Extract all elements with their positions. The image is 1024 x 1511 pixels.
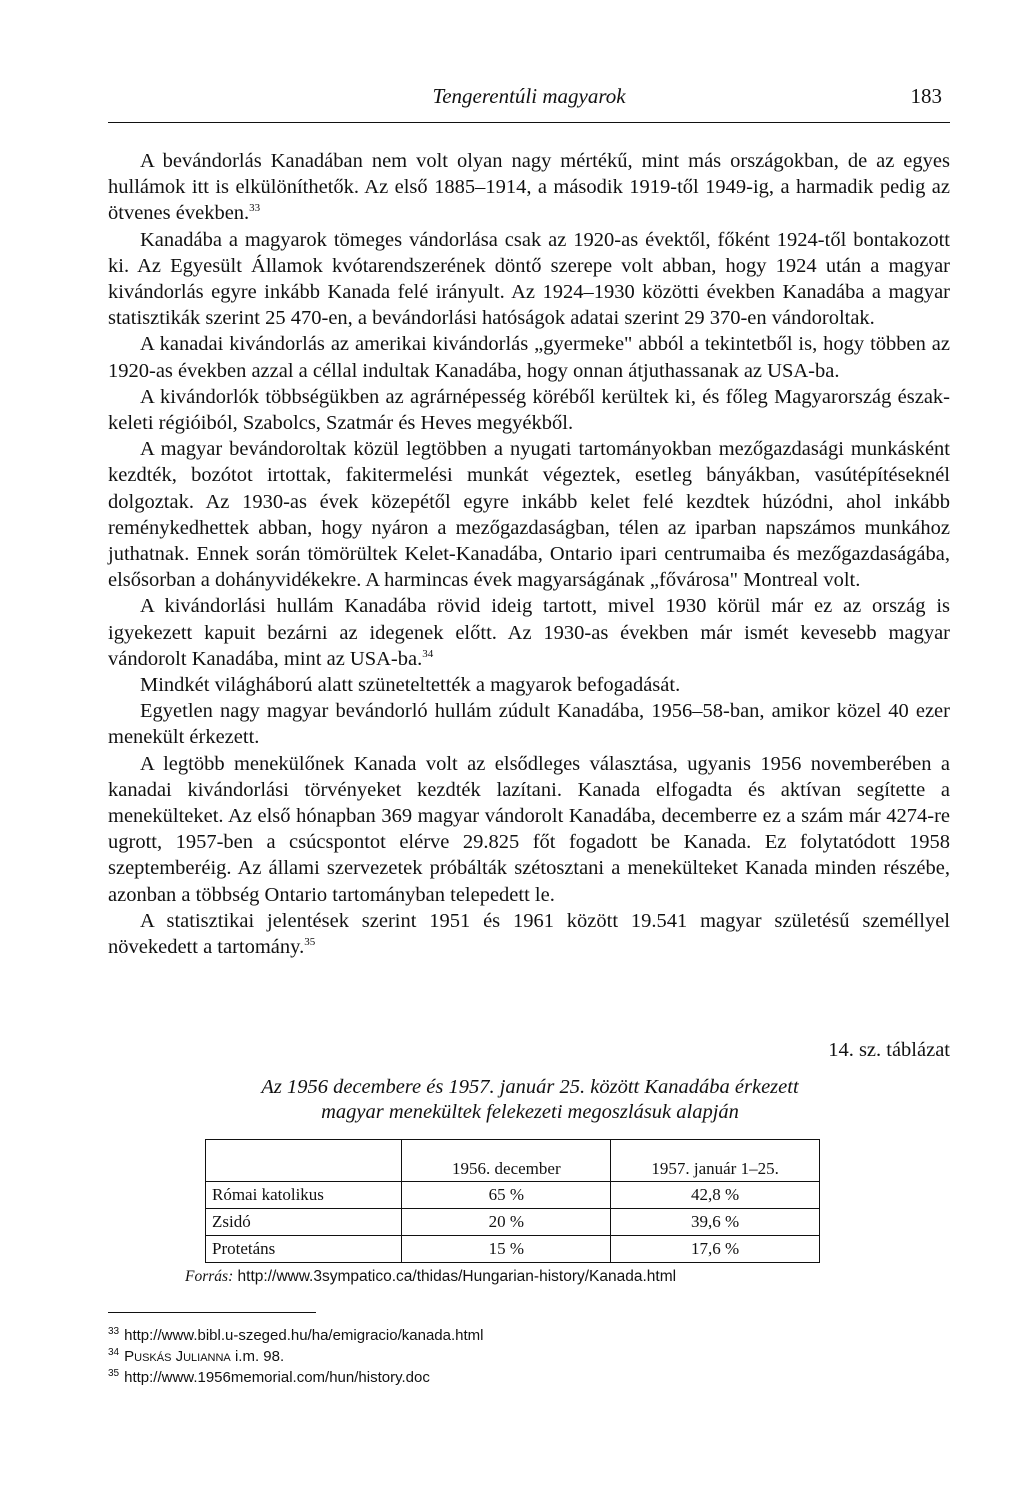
footnote-mark: 35 <box>108 1368 120 1379</box>
running-header <box>108 78 950 123</box>
footnote-ref: 33 <box>249 202 261 215</box>
footnotes <box>108 1325 484 1388</box>
footnote-text: i.m. 98. <box>234 1348 285 1365</box>
source-label: Forrás: <box>185 1268 234 1285</box>
table-source <box>185 1268 676 1286</box>
cell-jan-1957: 39,6 % <box>611 1209 820 1236</box>
table-header-cell: 1957. január 1–25. <box>611 1140 820 1182</box>
table-row <box>206 1236 820 1263</box>
cell-jan-1957: 17,6 % <box>611 1236 820 1263</box>
paragraph: A kivándorlási hullám Kanadába rövid ideig tartott, mivel 1930 körül már ez az ország is igyekezett kapuit bezárni az idegenek előtt. Az 1930-as években már ismét kevesebb magyar vándorolt Kanadába, mint az USA-ba.$^{34}$ <box>108 595 950 670</box>
body-text <box>108 148 950 960</box>
footnote-author: Puskás Julianna <box>124 1348 231 1365</box>
table-header-cell <box>206 1140 402 1182</box>
footnote <box>108 1346 484 1367</box>
page-number: 183 <box>910 84 942 108</box>
paragraph: A statisztikai jelentések szerint 1951 és 1961 között 19.541 magyar születésű személlyel növekedett a tartomány.$^{35}$ <box>108 909 950 959</box>
footnote-mark: 34 <box>108 1347 120 1358</box>
footnote <box>108 1325 484 1346</box>
cell-dec-1956: 65 % <box>402 1182 611 1209</box>
source-url[interactable]: http://www.3sympatico.ca/thidas/Hungarian-history/Kanada.html <box>237 1268 677 1285</box>
paragraph: Kanadába a magyarok tömeges vándorlása csak az 1920-as évektől, főként 1924-től bontakozott ki. Az Egyesült Államok kvótarendszerének döntő szerepe volt abban, hogy 1924 után a magyar kivándorlás egyre inkább Kanada felé irányult. Az 1924–1930 közötti években Kanadába a magyar statisztikák szerint 25 470-en, a bevándorlási hatóságok adatai szerint 29 370-en vándoroltak. <box>108 228 950 330</box>
cell-dec-1956: 15 % <box>402 1236 611 1263</box>
row-label: Római katolikus <box>206 1182 402 1209</box>
footnote-link[interactable]: http://www.bibl.u-szeged.hu/ha/emigracio/kanada.html <box>124 1327 484 1344</box>
footnote-divider <box>108 1312 316 1313</box>
running-title: Tengerentúli magyarok <box>432 84 626 108</box>
footnote-ref: 35 <box>304 936 316 949</box>
table-number: 14. sz. táblázat <box>828 1039 950 1061</box>
footnote-link[interactable]: http://www.1956memorial.com/hun/history.doc <box>124 1369 430 1386</box>
paragraph: A kivándorlók többségükben az agrárnépesség köréből kerültek ki, és főleg Magyarország észak-keleti régióiból, Szabolcs, Szatmár és Heves megyékből. <box>108 385 950 435</box>
cell-jan-1957: 42,8 % <box>611 1182 820 1209</box>
cell-dec-1956: 20 % <box>402 1209 611 1236</box>
row-label: Zsidó <box>206 1209 402 1236</box>
table-row <box>206 1209 820 1236</box>
paragraph: A bevándorlás Kanadában nem volt olyan nagy mértékű, mint más országokban, de az egyes hullámok itt is elkülöníthetők. Az első 1885–1914, a második 1919-től 1949-ig, a harmadik pedig az ötvenes években.$^{33}$ <box>108 150 950 225</box>
table-row <box>206 1182 820 1209</box>
table-header-row <box>206 1140 820 1182</box>
footnote-ref: 34 <box>422 648 434 661</box>
footnote <box>108 1367 484 1388</box>
paragraph: Egyetlen nagy magyar bevándorló hullám zúdult Kanadába, 1956–58-ban, amikor közel 40 ezer menekült érkezett. <box>108 700 950 749</box>
paragraph: Mindkét világháború alatt szüneteltették a magyarok befogadását. <box>140 674 681 697</box>
paragraph: A magyar bevándoroltak közül legtöbben a nyugati tartományokban mezőgazdasági munkásként kezdték, bozótot irtottak, fakitermelési munkát végeztek, esetleg bányákban, vasútépítéseknél dolgoztak. Az 1930-as évek közepétől egyre inkább kelet felé kezdtek húzódni, ahol inkább reménykedhettek abban, hogy nyáron a mezőgazdaságban, télen az iparban napszámos munkához juthatnak. Ennek során tömörültek Kelet-Kanadába, Ontario ipari centrumaiba és mezőgazdaságába, elsősorban a dohányvidékekre. A harmincas évek magyarságának „fővárosa" Montreal volt. <box>108 438 950 592</box>
footnote-mark: 33 <box>108 1326 120 1337</box>
table-header-cell: 1956. december <box>402 1140 611 1182</box>
paragraph: A legtöbb menekülőnek Kanada volt az elsődleges választása, ugyanis 1956 novemberében a kanadai kivándorlási törvényeket kezdték lazítani. Kanada elfogadta és aktívan segítette a menekülteket. Az első hónapban 369 magyar vándorolt Kanadába, decemberre ez a szám már 4274-re ugrott, 1957-ben a csúcspontot elérve 29.825 főt fogadott be Kanada. Ez folytatódott 1958 szeptemberéig. Az állami szervezetek próbálták szétosztani a menekülteket Kanada minden részébe, azonban a többség Ontario tartományban telepedett le. <box>108 752 950 906</box>
denomination-table <box>205 1139 820 1263</box>
row-label: Protetáns <box>206 1236 402 1263</box>
paragraph: A kanadai kivándorlás az amerikai kivándorlás „gyermeke" abból a tekintetből is, hogy többen az 1920-as években azzal a céllal indultak Kanadába, hogy onnan átjuthassanak az USA-ba. <box>108 333 950 382</box>
table-caption: Az 1956 decembere és 1957. január 25. között Kanadába érkezett magyar menekültek felekezeti megoszlásuk alapján <box>261 1076 799 1123</box>
